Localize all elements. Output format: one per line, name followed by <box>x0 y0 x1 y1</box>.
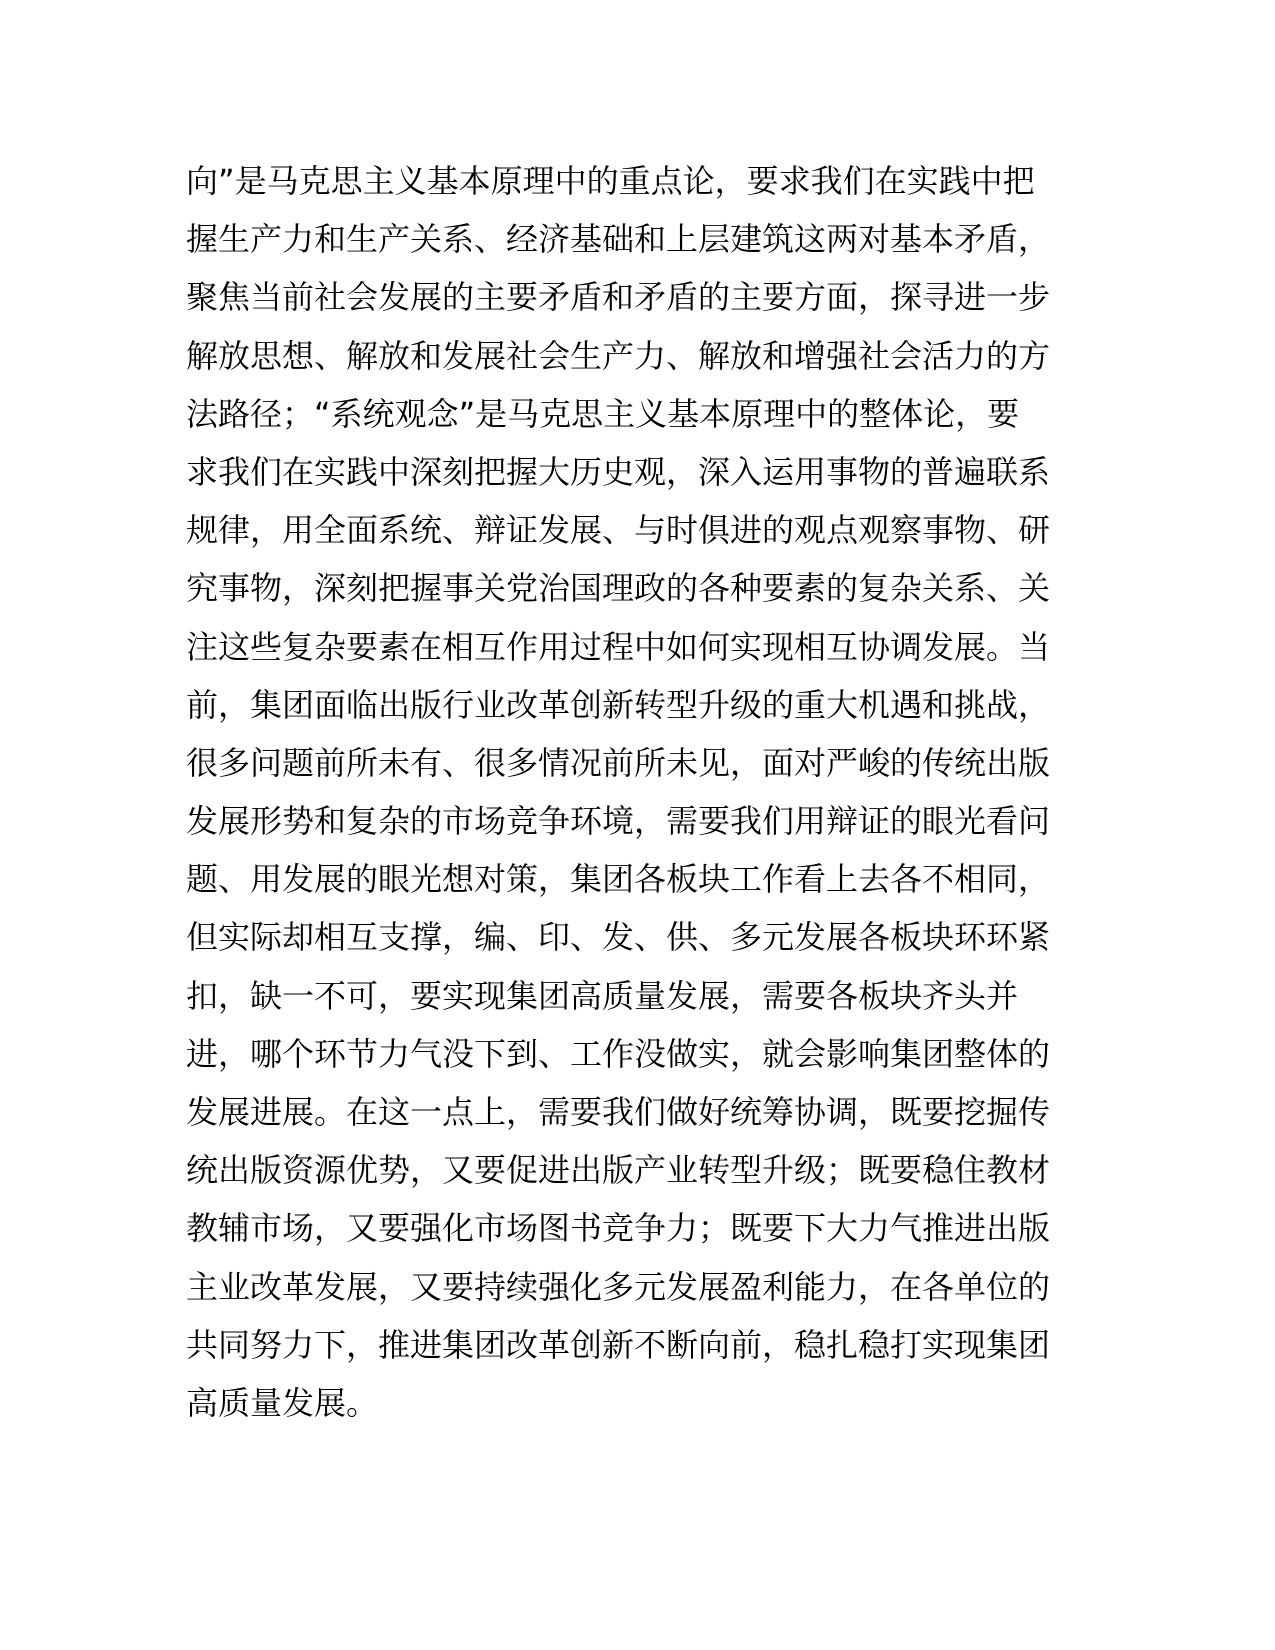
text-line: 法路径；“系统观念”是马克思主义基本原理中的整体论，要 <box>186 394 1020 433</box>
text-line: 共同努力下，推进集团改革创新不断向前，稳扎稳打实现集团 <box>186 1325 1051 1364</box>
text-line: 究事物，深刻把握事关党治国理政的各种要素的复杂关系、关 <box>186 569 1051 608</box>
text-line: 发展形势和复杂的市场竞争环境，需要我们用辩证的眼光看问 <box>186 802 1051 841</box>
text-line: 高质量发展。 <box>186 1383 379 1422</box>
text-line: 统出版资源优势，又要促进出版产业转型升级；既要稳住教材 <box>186 1151 1051 1190</box>
text-line: 发展进展。在这一点上，需要我们做好统筹协调，既要挖掘传 <box>186 1093 1051 1131</box>
text-line: 主业改革发展，又要持续强化多元发展盈利能力，在各单位的 <box>186 1267 1051 1306</box>
text-line: 求我们在实践中深刻把握大历史观，深入运用事物的普遍联系 <box>186 452 1051 491</box>
text-line: 进，哪个环节力气没下到、工作没做实，就会影响集团整体的 <box>186 1034 1051 1073</box>
text-line: 教辅市场，又要强化市场图书竞争力；既要下大力气推进出版 <box>186 1209 1051 1248</box>
text-line: 聚焦当前社会发展的主要矛盾和矛盾的主要方面，探寻进一步 <box>186 278 1051 317</box>
text-line: 题、用发展的眼光想对策，集团各板块工作看上去各不相同， <box>186 860 1051 899</box>
text-line: 但实际却相互支撑，编、印、发、供、多元发展各板块环环紧 <box>186 918 1051 957</box>
text-line: 握生产力和生产关系、经济基础和上层建筑这两对基本矛盾， <box>186 220 1051 259</box>
text-line: 向”是马克思主义基本原理中的重点论，要求我们在实践中把 <box>186 162 1035 200</box>
text-line: 规律，用全面系统、辩证发展、与时俱进的观点观察事物、研 <box>186 511 1051 550</box>
text-line: 扣，缺一不可，要实现集团高质量发展，需要各板块齐头并 <box>186 976 1019 1015</box>
text-line: 很多问题前所未有、很多情况前所未见，面对严峻的传统出版 <box>186 743 1051 782</box>
text-line: 注这些复杂要素在相互作用过程中如何实现相互协调发展。当 <box>186 627 1051 666</box>
text-line: 解放思想、解放和发展社会生产力、解放和增强社会活力的方 <box>186 336 1051 375</box>
text-line: 前，集团面临出版行业改革创新转型升级的重大机遇和挑战， <box>186 685 1051 724</box>
body-paragraph <box>186 152 1096 1432</box>
